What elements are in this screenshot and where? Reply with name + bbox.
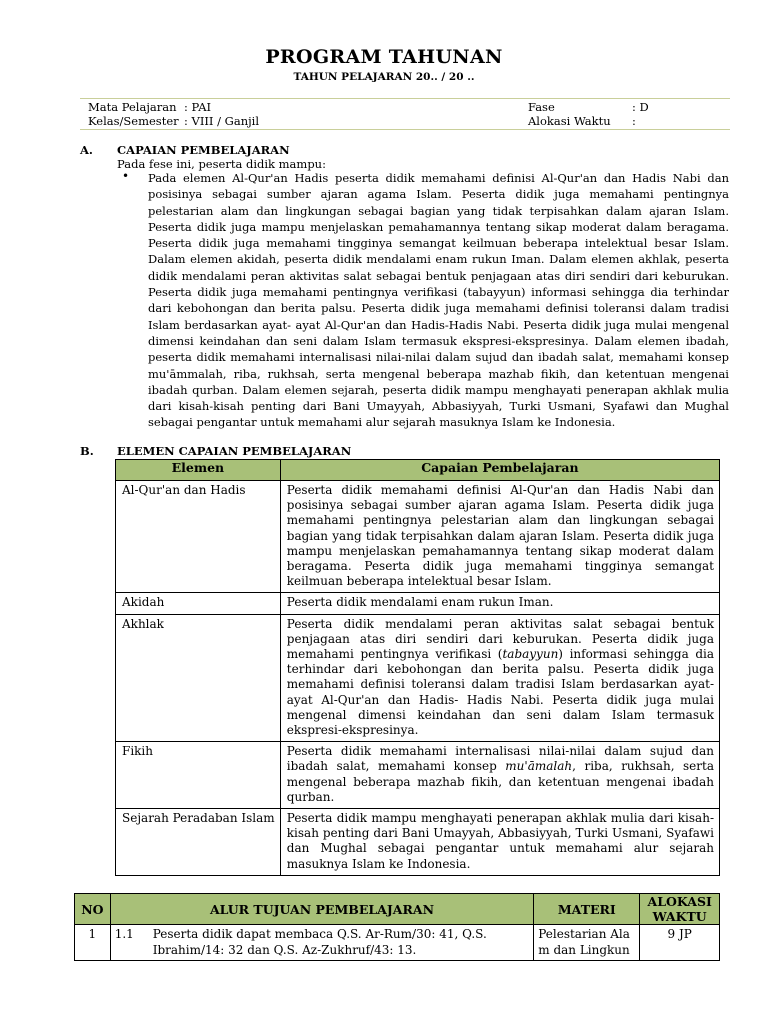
fase-value: : D <box>632 100 649 114</box>
section-b-letter: B. <box>80 444 94 458</box>
capaian-text: Peserta didik mendalami peran aktivitas salat sebagai bentuk penjagaan atas diri sendiri dari keburukan. Peserta didik juga memahami pentingnya verifikasi ( <box>286 616 714 662</box>
tujuan-code: 1.1 <box>114 927 134 941</box>
capaian-italic-term: mu'āmalah <box>505 759 573 774</box>
header-elemen: Elemen <box>116 460 281 481</box>
section-a-intro: Pada fese ini, peserta didik mampu: <box>117 157 326 171</box>
capaian-text: Peserta didik memahami internalisasi nilai-nilai dalam sujud dan ibadah salat, memahami konsep <box>286 744 714 774</box>
fase-label: Fase <box>528 100 555 114</box>
alokasi-value: : <box>632 114 636 128</box>
elemen-cell: Fikih <box>116 742 281 809</box>
subject-info-row <box>88 100 728 115</box>
table-header-row <box>75 894 720 925</box>
table-row <box>116 614 720 742</box>
header-capaian: Capaian Pembelajaran <box>280 460 719 481</box>
section-a-letter: A. <box>80 143 93 157</box>
capaian-cell <box>280 742 719 809</box>
capaian-text: ) informasi sehingga dia terhindar dari kebohongan dan berita palsu. Peserta didik juga memahami definisi toleransi dalam tradisi Islam berdasarkan ayat-ayat Al-Qur'an dan Hadis- Hadis Nabi. Peserta didik juga mulai mengenal dimensi keindahan dan seni dalam Islam termasuk ekspresi-ekspresinya. <box>286 647 714 738</box>
header-alokasi: ALOKASI WAKTU <box>640 894 720 925</box>
alokasi-cell: 9 JP <box>640 925 720 961</box>
table-row <box>116 481 720 593</box>
elemen-cell: Al-Qur'an dan Hadis <box>116 481 281 593</box>
atp-table <box>74 893 720 961</box>
header-materi: MATERI <box>534 894 640 925</box>
table-row <box>116 809 720 876</box>
bullet-icon: • <box>122 169 130 183</box>
table-header-row <box>116 460 720 481</box>
capaian-text: , riba, rukhsah, serta mengenal beberapa mazhab fikih, dan ketentuan mengenai ibadah qurban. <box>286 759 714 804</box>
kelas-value: : VIII / Ganjil <box>184 114 260 128</box>
section-a-paragraph: Pada elemen Al-Qur'an Hadis peserta didik memahami definisi Al-Qur'an dan Hadis Nabi dan posisinya sebagai sumber ajaran agama Islam. Peserta didik juga memahami pentingnya pelestarian alam dan lingkungan sebagai bagian yang tidak terpisahkan dalam ajaran Islam. Peserta didik juga mampu menjelaskan pemahamannya tentang sikap moderat dalam beragama. Peserta didik juga memahami tingginya semangat keilmuan beberapa intelektual besar Islam. Dalam elemen akidah, peserta didik mendalami enam rukun Iman. Dalam elemen akhlak, peserta didik mendalami peran aktivitas salat sebagai bentuk penjagaan atas diri sendiri dari keburukan. Peserta didik juga memahami pentingnya verifikasi (tabayyun) informasi sehingga dia terhindar dari kebohongan dan berita palsu. Peserta didik juga memahami definisi toleransi dalam tradisi Islam berdasarkan ayat- ayat Al-Qur'an dan Hadis-Hadis Nabi. Peserta didik juga mulai mengenal dimensi keindahan dan seni dalam Islam termasuk ekspresi-ekspresinya. Dalam elemen ibadah, peserta didik memahami internalisasi nilai-nilai dalam sujud dan ibadah salat, memahami konsep mu'āmmalah, riba, rukhsah, serta mengenal beberapa mazhab fikih, dan ketentuan mengenai ibadah qurban. Dalam elemen sejarah, peserta didik mampu menghayati penerapan akhlak mulia dari kisah-kisah penting dari Bani Umayyah, Abbasiyyah, Turki Usmani, Syafawi dan Mughal sebagai pengantar untuk memahami alur sejarah masuknya Islam ke Indonesia. <box>148 171 729 430</box>
capaian-cell: Peserta didik memahami definisi Al-Qur'an dan Hadis Nabi dan posisinya sebagai sumber ajaran agama Islam. Peserta didik juga memahami pentingnya pelestarian alam dan lingkungan sebagai bagian yang tidak terpisahkan dalam ajaran Islam. Peserta didik juga mampu menjelaskan pemahamannya tentang sikap moderat dalam beragama. Peserta didik juga memahami tingginya semangat keilmuan beberapa intelektual besar Islam. <box>280 481 719 593</box>
mapel-value: : PAI <box>184 100 212 114</box>
capaian-italic-term: tabayyun <box>502 647 559 662</box>
tujuan-text: Peserta didik dapat membaca Q.S. Ar-Rum/30: 41, Q.S. Ibrahim/14: 32 dan Q.S. Az-Zukhruf/43: 13. <box>152 927 487 957</box>
table-row <box>116 742 720 809</box>
section-b-title: ELEMEN CAPAIAN PEMBELAJARAN <box>117 444 352 458</box>
alokasi-label: Alokasi Waktu <box>528 114 611 128</box>
mapel-label: Mata Pelajaran <box>88 100 177 114</box>
elemen-cell: Akhlak <box>116 614 281 742</box>
subject-info-row <box>88 114 728 129</box>
capaian-cell: Peserta didik mendalami enam rukun Iman. <box>280 593 719 614</box>
elemen-table <box>115 459 720 876</box>
section-a-title: CAPAIAN PEMBELAJARAN <box>117 143 290 157</box>
table-row <box>75 925 720 961</box>
document-subtitle: TAHUN PELAJARAN 20.. / 20 .. <box>293 71 475 83</box>
table-row <box>116 593 720 614</box>
tujuan-cell <box>110 925 534 961</box>
kelas-label: Kelas/Semester <box>88 114 179 128</box>
capaian-cell: Peserta didik mampu menghayati penerapan akhlak mulia dari kisah-kisah penting dari Bani Umayyah, Abbasiyyah, Turki Usmani, Syafawi dan Mughal sebagai pengantar untuk memahami alur sejarah masuknya Islam ke Indonesia. <box>280 809 719 876</box>
header-alur: ALUR TUJUAN PEMBELAJARAN <box>110 894 534 925</box>
elemen-cell: Sejarah Peradaban Islam <box>116 809 281 876</box>
no-cell: 1 <box>75 925 111 961</box>
capaian-cell <box>280 614 719 742</box>
header-no: NO <box>75 894 111 925</box>
subject-info <box>80 98 730 130</box>
materi-cell: Pelestarian Ala m dan Lingkun <box>534 925 640 961</box>
document-title: PROGRAM TAHUNAN <box>265 46 503 68</box>
elemen-cell: Akidah <box>116 593 281 614</box>
